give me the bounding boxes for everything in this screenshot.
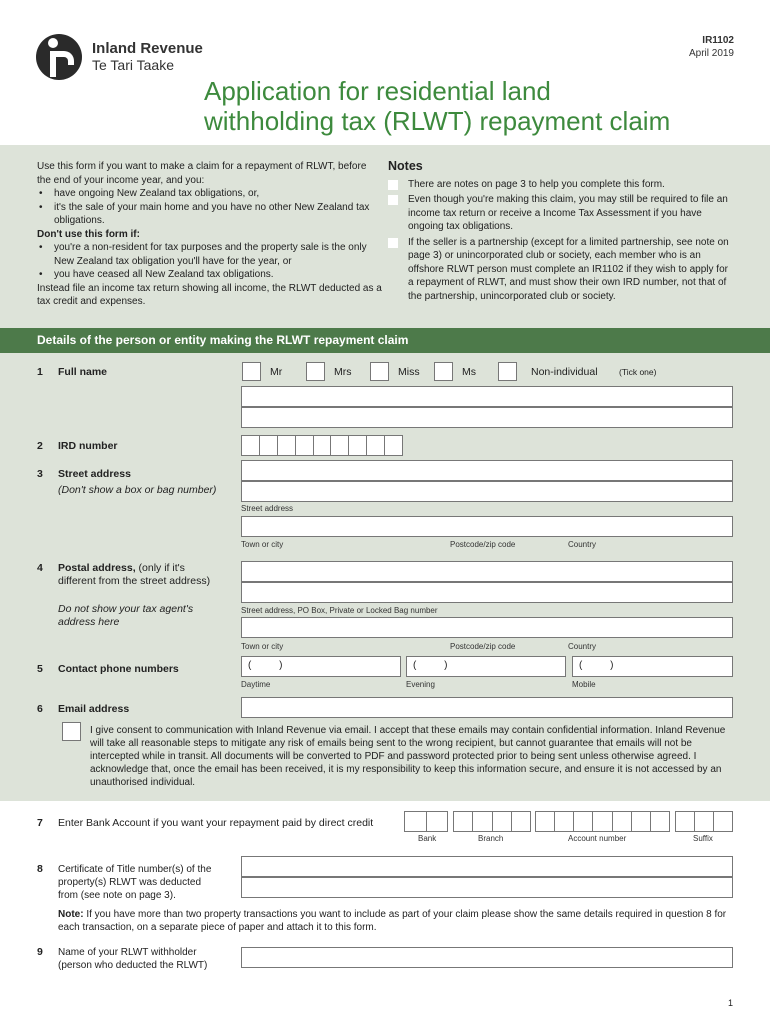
street-address-line-2-input[interactable] [241,481,733,502]
daytime-phone-input[interactable]: ( ) [241,656,401,677]
q4-number: 4 [37,562,43,574]
q6-label: Email address [58,703,130,715]
q9-number: 9 [37,946,43,958]
full-name-line-1-input[interactable] [241,386,733,407]
title-non-individual-label: Non-individual [531,366,598,378]
postal-country-caption: Country [568,642,597,651]
q5-number: 5 [37,663,43,675]
list-item: • it's the sale of your main home and you have no other New Zealand tax obligations. [37,201,382,228]
q5-label: Contact phone numbers [58,663,179,675]
section-title: Details of the person or entity making the RLWT repayment claim [0,328,770,353]
evening-phone-input[interactable]: ( ) [406,656,566,677]
email-consent-checkbox[interactable] [62,722,81,741]
account-caption: Account number [568,834,627,843]
postal-street-caption: Street address, PO Box, Private or Locked Bag number [241,606,438,615]
branch-caption: Branch [478,834,504,843]
form-code: IR1102 [702,35,734,46]
q8-note: Note: If you have more than two property transactions you want to include as part of your claim please show the same details required in question 8 for each transaction, on a separate piece of paper and attach it to this form. [58,909,727,933]
title-mr-label: Mr [270,366,283,378]
email-input[interactable] [241,697,733,718]
note-item: There are notes on page 3 to help you complete this form. [388,178,736,192]
town-caption: Town or city [241,540,284,549]
q7-label: Enter Bank Account if you want your repayment paid by direct credit [58,817,374,829]
bank-code-input[interactable] [404,811,448,832]
title-miss-label: Miss [398,366,420,378]
q4-hint: Do not show your tax agent's address here [58,603,194,628]
title-mrs-label: Mrs [334,366,352,378]
postal-address-line-1-input[interactable] [241,561,733,582]
title-non-individual-checkbox[interactable] [498,362,517,381]
postal-address-line-2-input[interactable] [241,582,733,603]
street-caption: Street address [241,504,294,513]
note-box-icon [388,180,398,190]
daytime-caption: Daytime [241,680,271,689]
page-title [204,76,724,136]
evening-caption: Evening [406,680,435,689]
rlwt-withholder-input[interactable] [241,947,733,968]
q1-label: Full name [58,366,108,378]
dont-use-heading: Don't use this form if: [37,228,140,240]
postal-town-postcode-country-input[interactable] [241,617,733,638]
q9-label: Name of your RLWT withholder (person who deducted the RLWT) [58,947,208,971]
inland-revenue-logo-icon [36,34,82,80]
account-number-input[interactable] [535,811,670,832]
title-miss-checkbox[interactable] [370,362,389,381]
suffix-input[interactable] [675,811,733,832]
full-name-line-2-input[interactable] [241,407,733,428]
title-line-2: withholding tax (RLWT) repayment claim [204,106,671,136]
postal-postcode-caption: Postcode/zip code [450,642,516,651]
q8-number: 8 [37,863,43,875]
q2-number: 2 [37,440,43,452]
q7-number: 7 [37,817,43,829]
mobile-phone-input[interactable]: ( ) [572,656,733,677]
notes-heading: Notes [388,159,423,173]
dont-use-list [37,241,382,282]
q2-label: IRD number [58,440,118,452]
mobile-caption: Mobile [572,680,596,689]
title-number-line-2-input[interactable] [241,877,733,898]
notes-panel [388,160,736,305]
title-line-1: Application for residential land [204,76,551,106]
country-caption: Country [568,540,597,549]
title-ms-checkbox[interactable] [434,362,453,381]
q1-number: 1 [37,366,43,378]
list-item: • you're a non-resident for tax purposes and the property sale is the only New Zealand tax obligation you'll have for the year, or [37,241,382,268]
q3-hint: (Don't show a box or bag number) [58,484,217,496]
title-number-line-1-input[interactable] [241,856,733,877]
form-code-block [689,34,734,60]
org-name-maori: Te Tari Taake [92,57,174,73]
postal-town-caption: Town or city [241,642,284,651]
branch-code-input[interactable] [453,811,531,832]
note-item: Even though you're making this claim, you may still be required to file an income tax return or receive a Income Tax Assessment if you have ongoing tax obligations. [388,193,736,234]
list-item: • you have ceased all New Zealand tax obligations. [37,268,382,282]
q6-number: 6 [37,703,43,715]
use-list [37,187,382,228]
form-date: April 2019 [688,48,734,59]
list-item: • have ongoing New Zealand tax obligations, or, [37,187,382,201]
postcode-caption: Postcode/zip code [450,540,516,549]
title-ms-label: Ms [462,366,476,378]
note-box-icon [388,238,398,248]
page-number: 1 [728,998,734,1008]
tick-hint: (Tick one) [619,367,657,377]
org-name: Inland Revenue [92,40,203,57]
ird-number-input[interactable] [241,435,403,456]
note-box-icon [388,195,398,205]
street-town-postcode-country-input[interactable] [241,516,733,537]
q8-label: Certificate of Title number(s) of the property(s) RLWT was deducted from (see note on page 3). [58,864,212,901]
q4-label: Postal address, (only if it's different from the street address) [58,562,211,587]
intro-paragraph-2: Instead file an income tax return showing all income, the RLWT deducted as a tax credit and expenses. [37,282,382,307]
intro-paragraph: Use this form if you want to make a claim for a repayment of RLWT, before the end of your income year, and you: [37,161,367,186]
q3-label: Street address [58,468,131,480]
note-item: If the seller is a partnership (except for a limited partnership, see note on page 3) or unincorporated club or society, each member who is an offshore RLWT person must complete an IR1102 if they wish to apply for a repayment of RLWT, and must show their own IRD number, not that of the partnership, unincorporated club or society. [388,236,736,304]
intro-text [37,160,382,309]
q3-number: 3 [37,468,43,480]
street-address-line-1-input[interactable] [241,460,733,481]
title-mrs-checkbox[interactable] [306,362,325,381]
bank-caption: Bank [418,834,437,843]
suffix-caption: Suffix [693,834,713,843]
email-consent-text: I give consent to communication with Inland Revenue via email. I accept that these emails may contain confidential information. Inland Revenue will take all reasonable steps to mitigate any risk of emails being sent to the wrong recipient, but cannot guarantee that emails will not be intercepted while in transit. All documents will be converted to PDF and password protected prior to being sent unless otherwise agreed. I acknowledge that, once the email has been received, it is my responsibility to keep this information secure, and ensure it is not accessed by an unauthorised individual. [90,725,726,788]
title-mr-checkbox[interactable] [242,362,261,381]
